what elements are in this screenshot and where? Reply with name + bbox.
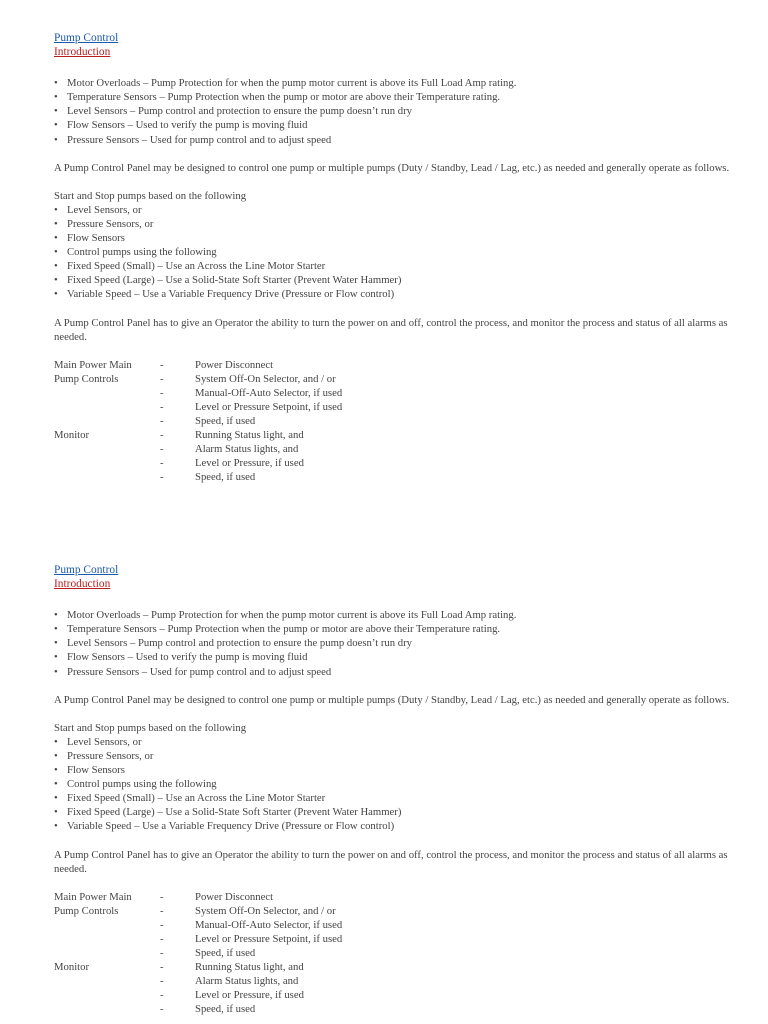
row-item: Speed, if used — [195, 947, 256, 960]
list-item: • Temperature Sensors – Pump Protection when the pump or motor are above their Temperature rating. — [54, 622, 734, 636]
row-label — [54, 386, 160, 400]
row-item: System Off-On Selector, and / or — [195, 372, 336, 385]
row-item: Speed, if used — [195, 415, 256, 428]
row-dash: - — [160, 1003, 164, 1016]
table-row — [54, 974, 342, 988]
row-item: Power Disconnect — [195, 890, 274, 903]
row-label — [54, 1002, 160, 1016]
row-item: Running Status light, and — [195, 961, 304, 974]
row-item: System Off-On Selector, and / or — [195, 904, 336, 917]
row-dash: - — [160, 961, 164, 974]
introduction-link[interactable]: Introduction — [54, 46, 111, 59]
start-stop-bullet-list — [54, 203, 734, 302]
row-label: Pump Controls — [54, 372, 119, 385]
table-row — [54, 358, 342, 372]
table-row — [54, 372, 342, 386]
list-item: • Flow Sensors – Used to verify the pump is moving fluid — [54, 118, 734, 132]
table-row — [54, 960, 342, 974]
row-item: Speed, if used — [195, 471, 256, 484]
row-item: Manual-Off-Auto Selector, if used — [195, 386, 343, 399]
panel-design-paragraph: A Pump Control Panel may be designed to control one pump or multiple pumps (Duty / Standby, Lead / Lag, etc.) as needed and generally operate as follows. — [54, 693, 730, 706]
row-label: Main Power Main — [54, 358, 132, 371]
start-stop-intro: Start and Stop pumps based on the following — [54, 721, 247, 734]
document-section-2 — [54, 563, 734, 1017]
panel-design-paragraph: A Pump Control Panel may be designed to control one pump or multiple pumps (Duty / Standby, Lead / Lag, etc.) as needed and generally operate as follows. — [54, 161, 730, 174]
row-item: Alarm Status lights, and — [195, 443, 299, 456]
list-item: • Control pumps using the following — [54, 777, 734, 791]
row-item: Power Disconnect — [195, 358, 274, 371]
table-row — [54, 442, 342, 456]
row-dash: - — [160, 947, 164, 960]
row-dash: - — [160, 932, 164, 945]
table-row — [54, 890, 342, 904]
row-dash: - — [160, 918, 164, 931]
table-row — [54, 1002, 342, 1016]
row-label: Main Power Main — [54, 890, 132, 903]
row-dash: - — [160, 975, 164, 988]
row-item: Level or Pressure, if used — [195, 989, 304, 1002]
row-dash: - — [160, 400, 164, 413]
table-row — [54, 470, 342, 484]
row-label — [54, 414, 160, 428]
list-item: • Flow Sensors — [54, 763, 734, 777]
table-row — [54, 946, 342, 960]
row-label — [54, 456, 160, 470]
sensor-bullet-list — [54, 608, 734, 678]
operator-ability-paragraph: A Pump Control Panel has to give an Operator the ability to turn the power on and off, control the process, and monitor the process and status of all alarms as needed. — [54, 848, 728, 875]
list-item: • Flow Sensors – Used to verify the pump is moving fluid — [54, 650, 734, 664]
list-item: • Control pumps using the following — [54, 245, 734, 259]
list-item: • Pressure Sensors – Used for pump control and to adjust speed — [54, 665, 734, 679]
row-label: Monitor — [54, 429, 90, 442]
row-label — [54, 946, 160, 960]
row-item: Level or Pressure Setpoint, if used — [195, 932, 343, 945]
list-item: • Level Sensors, or — [54, 735, 734, 749]
list-item: • Pressure Sensors, or — [54, 217, 734, 231]
list-item: • Level Sensors – Pump control and protection to ensure the pump doesn’t run dry — [54, 104, 734, 118]
list-item: • Flow Sensors — [54, 231, 734, 245]
row-item: Level or Pressure, if used — [195, 457, 304, 470]
list-item: • Temperature Sensors – Pump Protection when the pump or motor are above their Temperature rating. — [54, 90, 734, 104]
table-row — [54, 932, 342, 946]
start-stop-bullet-list — [54, 735, 734, 834]
list-item: • Pressure Sensors – Used for pump control and to adjust speed — [54, 133, 734, 147]
list-item: • Fixed Speed (Large) – Use a Solid-State Soft Starter (Prevent Water Hammer) — [54, 273, 734, 287]
row-dash: - — [160, 443, 164, 456]
row-label — [54, 470, 160, 484]
row-label — [54, 918, 160, 932]
sensor-bullet-list — [54, 76, 734, 146]
section-title-link[interactable]: Pump Control — [54, 32, 119, 44]
list-item: • Pressure Sensors, or — [54, 749, 734, 763]
row-label: Monitor — [54, 961, 90, 974]
introduction-link[interactable]: Introduction — [54, 578, 111, 591]
row-dash: - — [160, 429, 164, 442]
start-stop-intro: Start and Stop pumps based on the following — [54, 189, 247, 202]
table-row — [54, 918, 342, 932]
section-title-link[interactable]: Pump Control — [54, 564, 119, 576]
row-dash: - — [160, 989, 164, 1002]
list-item: • Level Sensors – Pump control and protection to ensure the pump doesn’t run dry — [54, 636, 734, 650]
document-section-1 — [54, 31, 734, 485]
table-row — [54, 456, 342, 470]
controls-table — [54, 890, 342, 1017]
list-item: • Motor Overloads – Pump Protection for when the pump motor current is above its Full Load Amp rating. — [54, 76, 734, 90]
row-item: Alarm Status lights, and — [195, 975, 299, 988]
list-item: • Fixed Speed (Large) – Use a Solid-State Soft Starter (Prevent Water Hammer) — [54, 805, 734, 819]
row-label: Pump Controls — [54, 904, 119, 917]
table-row — [54, 386, 342, 400]
table-row — [54, 988, 342, 1002]
row-item: Manual-Off-Auto Selector, if used — [195, 918, 343, 931]
table-row — [54, 400, 342, 414]
row-item: Speed, if used — [195, 1003, 256, 1016]
row-label — [54, 442, 160, 456]
table-row — [54, 428, 342, 442]
row-label — [54, 932, 160, 946]
operator-ability-paragraph: A Pump Control Panel has to give an Operator the ability to turn the power on and off, control the process, and monitor the process and status of all alarms as needed. — [54, 316, 728, 343]
list-item: • Level Sensors, or — [54, 203, 734, 217]
row-dash: - — [160, 457, 164, 470]
list-item: • Variable Speed – Use a Variable Frequency Drive (Pressure or Flow control) — [54, 819, 734, 833]
list-item: • Variable Speed – Use a Variable Frequency Drive (Pressure or Flow control) — [54, 287, 734, 301]
row-dash: - — [160, 358, 164, 371]
row-dash: - — [160, 386, 164, 399]
row-label — [54, 988, 160, 1002]
row-dash: - — [160, 415, 164, 428]
list-item: • Fixed Speed (Small) – Use an Across the Line Motor Starter — [54, 259, 734, 273]
row-dash: - — [160, 471, 164, 484]
row-item: Running Status light, and — [195, 429, 304, 442]
row-dash: - — [160, 904, 164, 917]
row-dash: - — [160, 372, 164, 385]
row-dash: - — [160, 890, 164, 903]
controls-table — [54, 358, 342, 485]
list-item: • Motor Overloads – Pump Protection for when the pump motor current is above its Full Load Amp rating. — [54, 608, 734, 622]
table-row — [54, 904, 342, 918]
row-label — [54, 400, 160, 414]
list-item: • Fixed Speed (Small) – Use an Across the Line Motor Starter — [54, 791, 734, 805]
row-item: Level or Pressure Setpoint, if used — [195, 400, 343, 413]
row-label — [54, 974, 160, 988]
table-row — [54, 414, 342, 428]
